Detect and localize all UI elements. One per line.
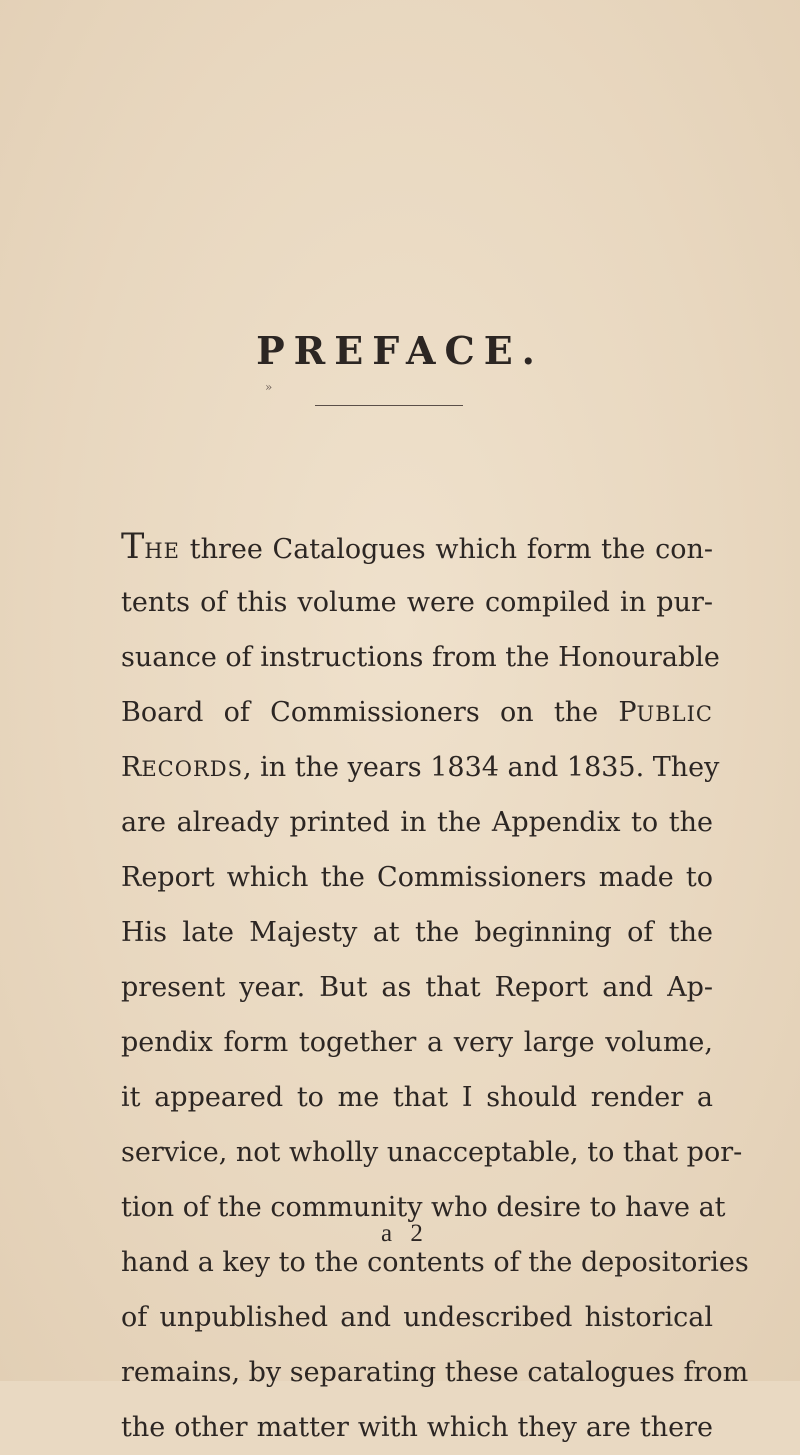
text-line: tion of the community who desire to have at xyxy=(121,1192,726,1223)
text-line: present year. But as that Report and Ap- xyxy=(121,972,713,1003)
small-caps-word: ECORDS xyxy=(141,757,243,781)
line-text: , in the years 1834 and 1835. They xyxy=(243,752,720,783)
preface-paragraph xyxy=(121,520,749,1455)
drop-cap: T xyxy=(121,527,145,567)
small-caps-initial: R xyxy=(121,752,142,783)
text-line xyxy=(121,685,713,740)
small-caps-word: UBLIC xyxy=(636,702,713,726)
text-line xyxy=(121,740,720,795)
text-line: suance of instructions from the Honourable xyxy=(121,642,720,673)
text-line: pendix form together a very large volume, xyxy=(121,1027,713,1058)
title-rule xyxy=(315,405,463,406)
small-caps-word: HE xyxy=(144,539,181,563)
text-line: Report which the Commissioners made to xyxy=(121,862,713,893)
text-line: hand a key to the contents of the depositories xyxy=(121,1247,749,1278)
line-text: three Catalogues which form the con- xyxy=(180,534,713,565)
text-line xyxy=(121,520,713,575)
signature-mark: a 2 xyxy=(381,1220,429,1247)
text-line: tents of this volume were compiled in pur- xyxy=(121,587,713,618)
page-title: PREFACE. xyxy=(256,328,544,373)
text-line: remains, by separating these catalogues from xyxy=(121,1357,749,1388)
ink-speck: » xyxy=(265,380,273,394)
text-line: the other matter with which they are there xyxy=(121,1412,713,1443)
small-caps-initial: P xyxy=(618,697,637,728)
line-text: Board of Commissioners on the xyxy=(121,697,619,728)
text-line: of unpublished and undescribed historical xyxy=(121,1302,713,1333)
text-line: service, not wholly unacceptable, to that por- xyxy=(121,1137,743,1168)
text-line: it appeared to me that I should render a xyxy=(121,1082,713,1113)
text-line: are already printed in the Appendix to the xyxy=(121,807,713,838)
text-line: His late Majesty at the beginning of the xyxy=(121,917,713,948)
